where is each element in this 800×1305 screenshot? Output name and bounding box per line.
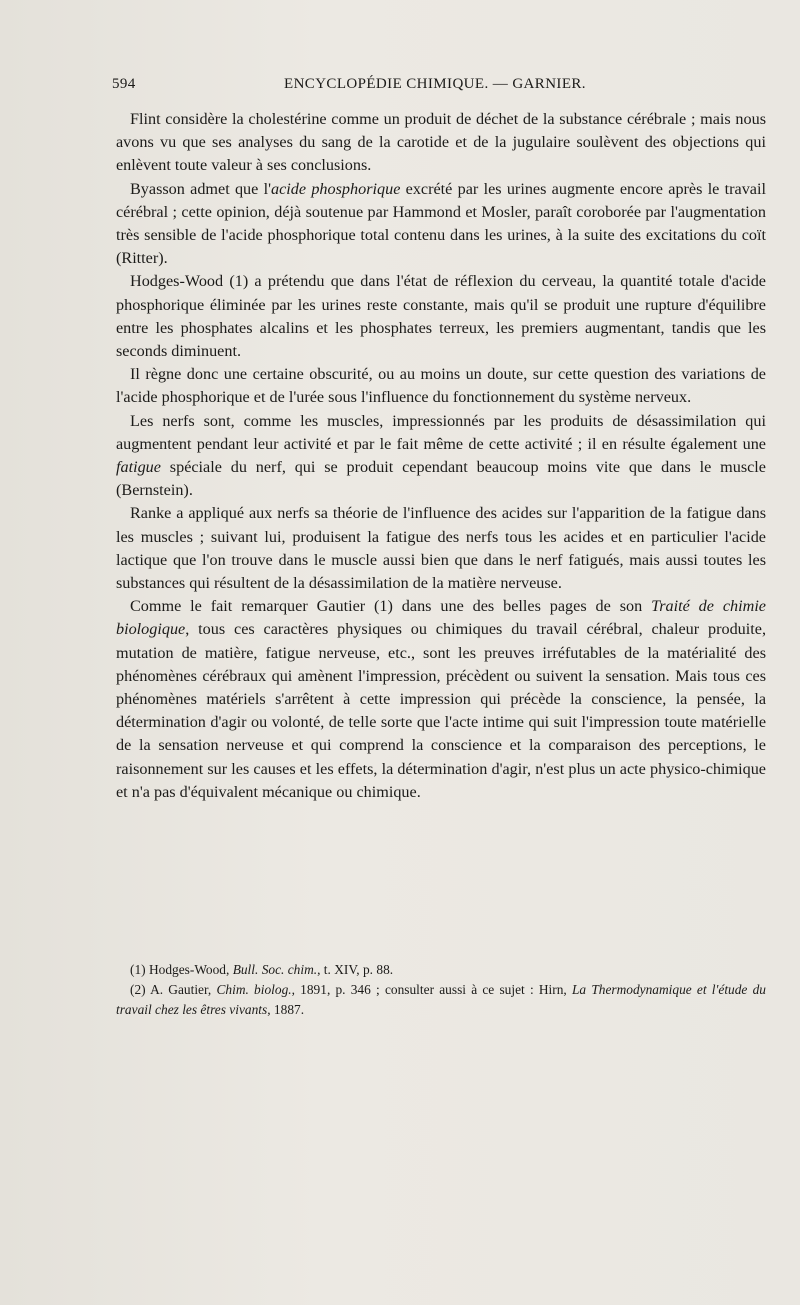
footnote: (2) A. Gautier, Chim. biolog., 1891, p. 346 ; consulter aussi à ce sujet : Hirn, La Thermodynamique et l'étude du travail chez les êtres vivants, 1887. bbox=[116, 982, 766, 1017]
paragraph: Byasson admet que l'acide phosphorique excrété par les urines augmente encore après le travail cérébral ; cette opinion, déjà soutenue par Hammond et Mosler, paraît coroborée par l'augmentation très sensible de l'acide phosphorique total contenu dans les urines, à la suite des excitations du coït (Ritter). bbox=[116, 179, 766, 268]
body-text bbox=[116, 108, 766, 804]
running-title: ENCYCLOPÉDIE CHIMIQUE. — GARNIER. bbox=[284, 76, 586, 92]
paragraph: Ranke a appliqué aux nerfs sa théorie de l'influence des acides sur l'apparition de la fatigue dans les muscles ; suivant lui, produisent la fatigue des nerfs tous les acides et en particulier l'acide lactique que l'on trouve dans le muscle aussi bien que dans le nerf fatigués, mais aussi toutes les substances qui résultent de la désassimilation de la matière nerveuse. bbox=[116, 504, 766, 593]
paragraph: Il règne donc une certaine obscurité, ou au moins un doute, sur cette question des variations de l'acide phosphorique et de l'urée sous l'influence du fonctionnement du système nerveux. bbox=[116, 365, 766, 407]
footnotes bbox=[116, 960, 766, 1020]
page-header bbox=[112, 76, 752, 98]
paragraph: Les nerfs sont, comme les muscles, impressionnés par les produits de désassimilation qui augmentent pendant leur activité et par le fait même de cette activité ; il en résulte également une fatigue spéciale du nerf, qui se produit cependant beaucoup moins vite que dans le muscle (Bernstein). bbox=[116, 411, 766, 500]
page-number: 594 bbox=[112, 76, 136, 92]
paragraph: Flint considère la cholestérine comme un produit de déchet de la substance cérébrale ; mais nous avons vu que ses analyses du sang de la carotide et de la jugulaire soulèvent des objections qui enlèvent toute valeur à ses conclusions. bbox=[116, 110, 766, 175]
footnote: (1) Hodges-Wood, Bull. Soc. chim., t. XIV, p. 88. bbox=[130, 962, 394, 977]
paragraph: Comme le fait remarquer Gautier (1) dans une des belles pages de son Traité de chimie biologique, tous ces caractères physiques ou chimiques du travail cérébral, chaleur produite, mutation de matière, fatigue nerveuse, etc., sont les preuves irréfutables de la matérialité des phénomènes cérébraux qui amènent l'impression, précèdent ou suivent la sensation. Mais tous ces phénomènes matériels s'arrêtent à cette impression qui précède la conscience, la pensée, la détermination d'agir ou volonté, de telle sorte que l'acte intime qui suit l'impression toute matérielle de la sensation nerveuse et qui comprend la conscience et la comparaison des perceptions, le raisonnement sur les causes et les effets, la détermination d'agir, n'est plus un acte physico-chimique et n'a pas d'équivalent mécanique ou chimique. bbox=[116, 597, 766, 801]
paragraph: Hodges-Wood (1) a prétendu que dans l'état de réflexion du cerveau, la quantité totale d'acide phosphorique éliminée par les urines reste constante, mais qu'il se produit une rupture d'équilibre entre les phosphates alcalins et les phosphates terreux, les premiers augmentant, tandis que les seconds diminuent. bbox=[116, 272, 766, 361]
